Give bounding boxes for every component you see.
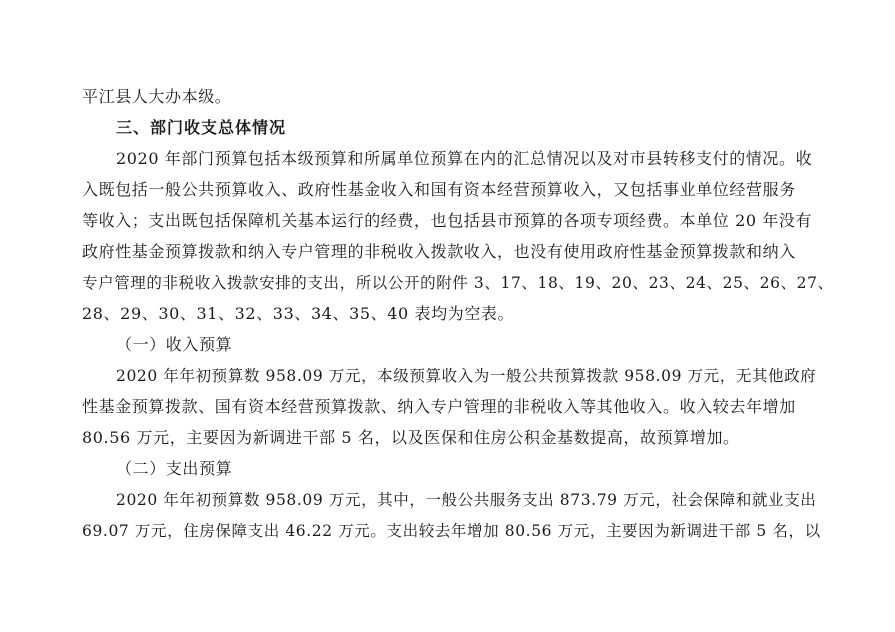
text-line: 2020 年部门预算包括本级预算和所属单位预算在内的汇总情况以及对市县转移支付的情况。收 <box>116 149 813 168</box>
text-line: 69.07 万元，住房保障支出 46.22 万元。支出较去年增加 80.56 万元，主要因为新调进干部 5 名，以 <box>82 522 821 540</box>
text-line: 专户管理的非税收入拨款安排的支出，所以公开的附件 3、17、18、19、20、23、24、25、26、27、 <box>82 274 834 292</box>
text-line: 等收入；支出既包括保障机关基本运行的经费，也包括县市预算的各项专项经费。本单位 20 年没有 <box>82 211 813 230</box>
section-heading: 三、部门收支总体情况 <box>116 118 287 137</box>
text-line: 2020 年年初预算数 958.09 万元，其中，一般公共服务支出 873.79 万元，社会保障和就业支出 <box>116 491 817 509</box>
text-line: 28、29、30、31、32、33、34、35、40 表均为空表。 <box>82 304 515 323</box>
text-line: 80.56 万元，主要因为新调进干部 5 名，以及医保和住房公积金基数提高，故预算增加。 <box>82 428 740 447</box>
subsection-heading: （一）收入预算 <box>116 335 233 354</box>
text-line: 政府性基金预算拨款和纳入专户管理的非税收入拨款收入，也没有使用政府性基金预算拨款和纳入 <box>82 242 796 261</box>
text-line: 入既包括一般公共预算收入、政府性基金收入和国有资本经营预算收入，又包括事业单位经营服务 <box>82 180 796 199</box>
subsection-heading: （二）支出预算 <box>116 459 233 478</box>
text-line: 平江县人大办本级。 <box>82 87 232 106</box>
text-line: 2020 年年初预算数 958.09 万元，本级预算收入为一般公共预算拨款 958.09 万元，无其他政府 <box>116 367 817 385</box>
text-line: 性基金预算拨款、国有资本经营预算拨款、纳入专户管理的非税收入等其他收入。收入较去年增加 <box>82 397 796 416</box>
